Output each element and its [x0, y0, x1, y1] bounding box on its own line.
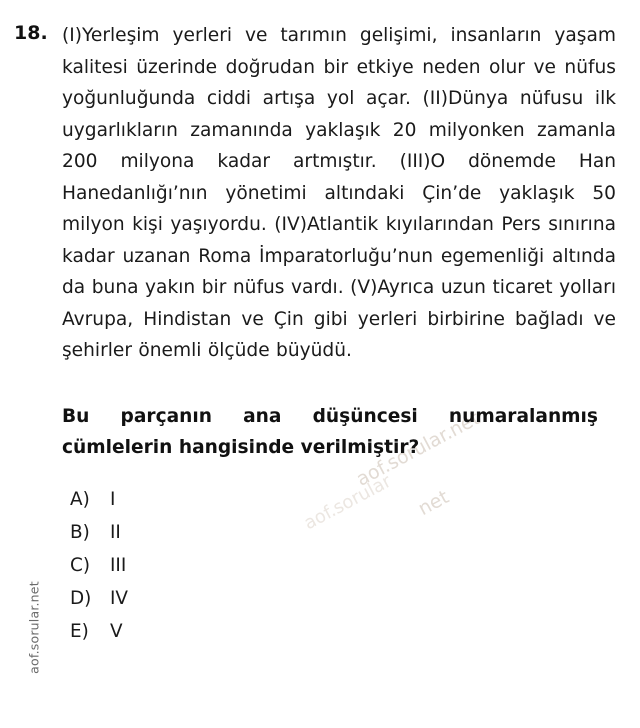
- choice-value-b: II: [110, 521, 121, 543]
- passage-text: (I)Yerleşim yerleri ve tarımın gelişimi, insanların yaşam kalitesi üzerinde doğrudan bir etkiye neden olur ve nüfus yoğunluğunda ciddi artışa yol açar. (II)Dünya nüfusu ilk uygarlıkların zamanında yaklaşık 20 milyonken zamanla 200 milyona kadar artmıştır. (III)O dönemde Han Hanedanlığı’nın yönetimi altındaki Çin’de yaklaşık 50 milyon kişi yaşıyordu. (IV)Atlantik kıyılarından Pers sınırına kadar uzanan Roma İmparatorluğu’nun egemenliği altında da buna yakın bir nüfus vardı. (V)Ayrıca uzun ticaret yolları Avrupa, Hindistan ve Çin gibi yerleri birbirine bağladı ve şehirler önemli ölçüde büyüdü.: [62, 25, 616, 361]
- choice-label-d: D): [70, 587, 92, 609]
- choice-option-d[interactable]: [70, 588, 616, 621]
- question-prompt: Bu parçanın ana düşüncesi numaralanmış cümlelerin hangisinde verilmiştir?: [62, 405, 598, 458]
- question-content: [62, 20, 616, 654]
- side-watermark-text: aof.sorular.net: [26, 581, 42, 674]
- choice-label-e: E): [70, 620, 89, 642]
- choice-label-a: A): [70, 488, 90, 510]
- choice-value-c: III: [110, 554, 127, 576]
- choices-list: [70, 489, 616, 654]
- choice-label-c: C): [70, 554, 91, 576]
- choice-option-c[interactable]: [70, 555, 616, 588]
- choice-value-d: IV: [110, 587, 129, 609]
- choice-option-b[interactable]: [70, 522, 616, 555]
- question-number: 18.: [14, 22, 48, 44]
- choice-value-a: I: [110, 488, 116, 510]
- choice-label-b: B): [70, 521, 90, 543]
- choice-value-e: V: [110, 620, 123, 642]
- diagonal-watermark-3: aof.sorular: [300, 470, 395, 535]
- diagonal-watermark-2: net: [414, 485, 453, 521]
- diagonal-watermark-1: aof.sorular.net: [352, 407, 484, 491]
- choice-option-a[interactable]: [70, 489, 616, 522]
- choice-option-e[interactable]: [70, 621, 616, 654]
